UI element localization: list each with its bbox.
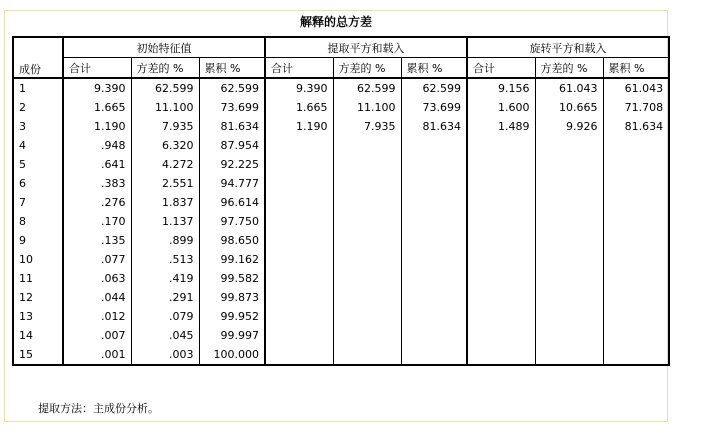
extraction-cumulative-pct-cell <box>401 193 467 212</box>
initial-total-cell: .276 <box>63 193 131 212</box>
extraction-variance-pct-cell <box>333 212 401 231</box>
row-label: 4 <box>13 136 63 155</box>
table-footnote: 提取方法：主成份分析。 <box>38 402 159 415</box>
rotation-cumulative-pct-cell <box>603 231 669 250</box>
initial-variance-pct-cell: .003 <box>131 345 199 365</box>
extraction-variance-pct-cell <box>333 193 401 212</box>
row-label: 15 <box>13 345 63 365</box>
rotation-total-cell: 9.156 <box>467 78 535 98</box>
extraction-cumulative-pct-cell <box>401 136 467 155</box>
extraction-variance-pct-cell: 7.935 <box>333 117 401 136</box>
initial-total-cell: 1.190 <box>63 117 131 136</box>
row-label: 9 <box>13 231 63 250</box>
extraction-total-cell <box>265 155 333 174</box>
initial-cumulative-pct-cell: 94.777 <box>199 174 265 193</box>
row-label: 13 <box>13 307 63 326</box>
initial-cumulative-pct-cell: 98.650 <box>199 231 265 250</box>
initial-variance-pct-cell: 62.599 <box>131 78 199 98</box>
group-header-extraction: 提取平方和载入 <box>265 37 467 58</box>
sub-header-total: 合计 <box>265 58 333 79</box>
rotation-cumulative-pct-cell: 71.708 <box>603 98 669 117</box>
extraction-total-cell <box>265 136 333 155</box>
extraction-variance-pct-cell <box>333 307 401 326</box>
extraction-total-cell: 1.190 <box>265 117 333 136</box>
initial-total-cell: .077 <box>63 250 131 269</box>
initial-variance-pct-cell: 11.100 <box>131 98 199 117</box>
rotation-total-cell <box>467 136 535 155</box>
initial-cumulative-pct-cell: 99.873 <box>199 288 265 307</box>
initial-cumulative-pct-cell: 99.952 <box>199 307 265 326</box>
initial-variance-pct-cell: .291 <box>131 288 199 307</box>
extraction-cumulative-pct-cell <box>401 212 467 231</box>
extraction-total-cell <box>265 288 333 307</box>
extraction-cumulative-pct-cell: 73.699 <box>401 98 467 117</box>
rotation-total-cell: 1.600 <box>467 98 535 117</box>
row-label: 2 <box>13 98 63 117</box>
extraction-total-cell <box>265 193 333 212</box>
extraction-total-cell: 9.390 <box>265 78 333 98</box>
table-row <box>13 212 669 231</box>
initial-variance-pct-cell: 7.935 <box>131 117 199 136</box>
row-label: 7 <box>13 193 63 212</box>
row-label: 6 <box>13 174 63 193</box>
table-row <box>13 250 669 269</box>
extraction-cumulative-pct-cell <box>401 269 467 288</box>
rotation-total-cell <box>467 193 535 212</box>
group-header-rotation: 旋转平方和载入 <box>467 37 669 58</box>
initial-total-cell: .948 <box>63 136 131 155</box>
initial-variance-pct-cell: .045 <box>131 326 199 345</box>
extraction-variance-pct-cell <box>333 231 401 250</box>
row-label: 1 <box>13 78 63 98</box>
rotation-cumulative-pct-cell <box>603 193 669 212</box>
extraction-cumulative-pct-cell <box>401 250 467 269</box>
sub-header-total: 合计 <box>63 58 131 79</box>
table-row <box>13 269 669 288</box>
rotation-variance-pct-cell <box>535 193 603 212</box>
rotation-variance-pct-cell: 61.043 <box>535 78 603 98</box>
extraction-cumulative-pct-cell <box>401 345 467 365</box>
sub-header-cumulative-pct: 累积 % <box>401 58 467 79</box>
table-row <box>13 98 669 117</box>
initial-total-cell: .001 <box>63 345 131 365</box>
initial-cumulative-pct-cell: 62.599 <box>199 78 265 98</box>
row-label: 3 <box>13 117 63 136</box>
rotation-total-cell <box>467 345 535 365</box>
initial-variance-pct-cell: .899 <box>131 231 199 250</box>
initial-cumulative-pct-cell: 73.699 <box>199 98 265 117</box>
extraction-variance-pct-cell: 62.599 <box>333 78 401 98</box>
initial-variance-pct-cell: .079 <box>131 307 199 326</box>
initial-total-cell: .007 <box>63 326 131 345</box>
sub-header-variance-pct: 方差的 % <box>131 58 199 79</box>
extraction-total-cell <box>265 231 333 250</box>
rotation-variance-pct-cell <box>535 326 603 345</box>
initial-variance-pct-cell: 1.137 <box>131 212 199 231</box>
extraction-variance-pct-cell: 11.100 <box>333 98 401 117</box>
rotation-variance-pct-cell <box>535 250 603 269</box>
table-row <box>13 78 669 98</box>
initial-cumulative-pct-cell: 99.582 <box>199 269 265 288</box>
initial-cumulative-pct-cell: 87.954 <box>199 136 265 155</box>
rotation-total-cell <box>467 155 535 174</box>
rotation-cumulative-pct-cell <box>603 326 669 345</box>
table-title: 解释的总方差 <box>299 15 372 29</box>
rotation-total-cell <box>467 212 535 231</box>
rotation-total-cell: 1.489 <box>467 117 535 136</box>
rotation-variance-pct-cell: 9.926 <box>535 117 603 136</box>
initial-variance-pct-cell: 2.551 <box>131 174 199 193</box>
initial-cumulative-pct-cell: 96.614 <box>199 193 265 212</box>
table-row <box>13 155 669 174</box>
extraction-cumulative-pct-cell <box>401 155 467 174</box>
rotation-total-cell <box>467 174 535 193</box>
initial-variance-pct-cell: 1.837 <box>131 193 199 212</box>
initial-variance-pct-cell: .419 <box>131 269 199 288</box>
total-variance-table <box>12 36 670 366</box>
row-label: 5 <box>13 155 63 174</box>
group-header-initial: 初始特征值 <box>63 37 265 58</box>
extraction-total-cell <box>265 326 333 345</box>
rotation-total-cell <box>467 288 535 307</box>
rotation-total-cell <box>467 307 535 326</box>
row-label: 11 <box>13 269 63 288</box>
initial-cumulative-pct-cell: 97.750 <box>199 212 265 231</box>
initial-total-cell: 1.665 <box>63 98 131 117</box>
extraction-cumulative-pct-cell <box>401 288 467 307</box>
initial-total-cell: .170 <box>63 212 131 231</box>
sub-header-cumulative-pct: 累积 % <box>199 58 265 79</box>
rotation-variance-pct-cell <box>535 288 603 307</box>
row-label: 10 <box>13 250 63 269</box>
rotation-total-cell <box>467 326 535 345</box>
extraction-variance-pct-cell <box>333 136 401 155</box>
extraction-cumulative-pct-cell <box>401 174 467 193</box>
rotation-variance-pct-cell <box>535 269 603 288</box>
rotation-cumulative-pct-cell: 81.634 <box>603 117 669 136</box>
rotation-variance-pct-cell <box>535 345 603 365</box>
extraction-variance-pct-cell <box>333 250 401 269</box>
rotation-cumulative-pct-cell <box>603 307 669 326</box>
initial-cumulative-pct-cell: 99.997 <box>199 326 265 345</box>
rotation-cumulative-pct-cell <box>603 212 669 231</box>
rotation-cumulative-pct-cell <box>603 174 669 193</box>
extraction-cumulative-pct-cell <box>401 326 467 345</box>
sub-header-cumulative-pct: 累积 % <box>603 58 669 79</box>
initial-total-cell: .063 <box>63 269 131 288</box>
rotation-cumulative-pct-cell <box>603 155 669 174</box>
initial-total-cell: .044 <box>63 288 131 307</box>
rotation-cumulative-pct-cell <box>603 250 669 269</box>
table-row <box>13 117 669 136</box>
rotation-cumulative-pct-cell <box>603 269 669 288</box>
rotation-variance-pct-cell <box>535 174 603 193</box>
extraction-variance-pct-cell <box>333 288 401 307</box>
extraction-total-cell <box>265 212 333 231</box>
table-row <box>13 174 669 193</box>
rotation-variance-pct-cell <box>535 155 603 174</box>
rotation-variance-pct-cell <box>535 231 603 250</box>
table-row <box>13 136 669 155</box>
initial-cumulative-pct-cell: 81.634 <box>199 117 265 136</box>
extraction-total-cell: 1.665 <box>265 98 333 117</box>
extraction-total-cell <box>265 250 333 269</box>
rotation-total-cell <box>467 231 535 250</box>
rotation-total-cell <box>467 250 535 269</box>
table-row <box>13 307 669 326</box>
rotation-variance-pct-cell <box>535 212 603 231</box>
extraction-cumulative-pct-cell <box>401 231 467 250</box>
row-label: 14 <box>13 326 63 345</box>
row-label: 8 <box>13 212 63 231</box>
extraction-total-cell <box>265 269 333 288</box>
extraction-variance-pct-cell <box>333 326 401 345</box>
extraction-total-cell <box>265 307 333 326</box>
rotation-variance-pct-cell <box>535 307 603 326</box>
initial-total-cell: .135 <box>63 231 131 250</box>
initial-variance-pct-cell: 4.272 <box>131 155 199 174</box>
extraction-cumulative-pct-cell <box>401 307 467 326</box>
table-row <box>13 231 669 250</box>
rotation-cumulative-pct-cell <box>603 288 669 307</box>
initial-cumulative-pct-cell: 100.000 <box>199 345 265 365</box>
initial-total-cell: .641 <box>63 155 131 174</box>
rotation-cumulative-pct-cell <box>603 136 669 155</box>
extraction-variance-pct-cell <box>333 345 401 365</box>
sub-header-total: 合计 <box>467 58 535 79</box>
initial-total-cell: 9.390 <box>63 78 131 98</box>
extraction-variance-pct-cell <box>333 269 401 288</box>
initial-total-cell: .383 <box>63 174 131 193</box>
extraction-variance-pct-cell <box>333 155 401 174</box>
rotation-cumulative-pct-cell <box>603 345 669 365</box>
row-label: 12 <box>13 288 63 307</box>
initial-variance-pct-cell: 6.320 <box>131 136 199 155</box>
extraction-cumulative-pct-cell: 62.599 <box>401 78 467 98</box>
initial-total-cell: .012 <box>63 307 131 326</box>
rotation-variance-pct-cell <box>535 136 603 155</box>
row-header-component: 成份 <box>13 37 63 78</box>
initial-variance-pct-cell: .513 <box>131 250 199 269</box>
extraction-cumulative-pct-cell: 81.634 <box>401 117 467 136</box>
sub-header-variance-pct: 方差的 % <box>333 58 401 79</box>
rotation-variance-pct-cell: 10.665 <box>535 98 603 117</box>
extraction-total-cell <box>265 345 333 365</box>
initial-cumulative-pct-cell: 92.225 <box>199 155 265 174</box>
table-row <box>13 288 669 307</box>
extraction-total-cell <box>265 174 333 193</box>
table-row <box>13 345 669 365</box>
rotation-total-cell <box>467 269 535 288</box>
table-row <box>13 326 669 345</box>
initial-cumulative-pct-cell: 99.162 <box>199 250 265 269</box>
table-row <box>13 193 669 212</box>
rotation-cumulative-pct-cell: 61.043 <box>603 78 669 98</box>
sub-header-variance-pct: 方差的 % <box>535 58 603 79</box>
extraction-variance-pct-cell <box>333 174 401 193</box>
